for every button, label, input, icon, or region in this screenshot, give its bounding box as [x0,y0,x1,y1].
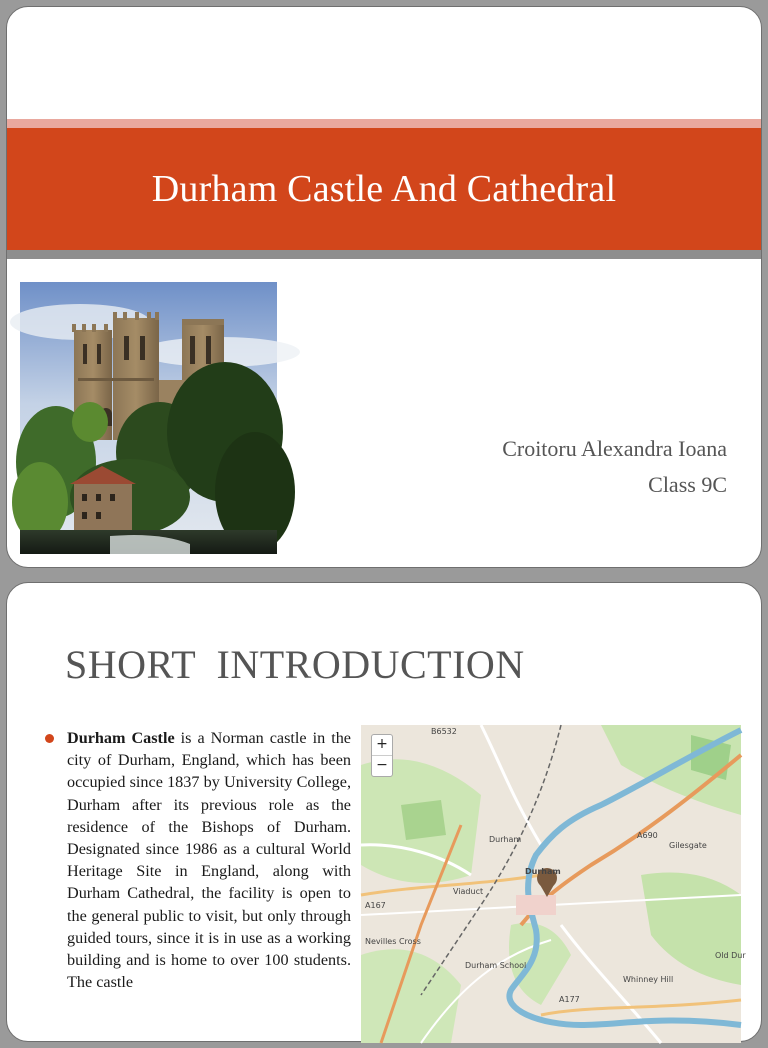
map-label-old-durham: Old Dur [715,951,746,960]
map-label-a690: A690 [637,831,658,840]
bullet-body-text: is a Norman castle in the city of Durham, England, which has been occupied since 1837 by University College, Durham after its previous role as the residence of the Bishops of Durham. Designated since 1986 as a cultural World Heritage Site in England, along with Durham Cathedral, the facility is open to the general public to visit, but only through guided tours, since it is in use as a working building and is home to over 100 students. The castle [67,729,351,992]
introduction-slide [6,582,762,1042]
map-label-nevilles-cross: Nevilles Cross [365,937,421,946]
top-accent-stripe [7,119,761,128]
intro-paragraph [67,727,351,993]
map-label-durham: Durham [489,835,522,844]
cathedral-photo [20,282,277,554]
author-class: Class 9C [648,472,727,497]
bullet-bold-term: Durham Castle [67,729,175,747]
map-label-a167: A167 [365,901,386,910]
slide-title: Durham Castle And Cathedral [151,168,617,210]
author-name: Croitoru Alexandra Ioana [502,436,727,461]
zoom-in-button[interactable]: + [376,736,388,752]
bullet-icon [45,734,54,743]
bottom-accent-stripe [7,250,761,259]
map-label-durham-school: Durham School [465,961,527,970]
map-label-gilesgate: Gilesgate [669,841,707,850]
durham-map[interactable] [361,725,746,1043]
map-label-durham-center: Durham [525,867,561,876]
title-band [7,128,761,250]
map-label-whinney-hill: Whinney Hill [623,975,674,984]
map-label-a177: A177 [559,995,580,1004]
map-label-viaduct: Viaduct [453,887,484,896]
author-block [502,431,727,503]
zoom-out-button[interactable]: − [372,755,392,776]
section-heading: SHORT INTRODUCTION [65,642,525,687]
map-label-b6532: B6532 [431,727,457,736]
map-tiles [361,725,741,1043]
title-slide [6,6,762,568]
map-zoom-control [371,734,393,777]
